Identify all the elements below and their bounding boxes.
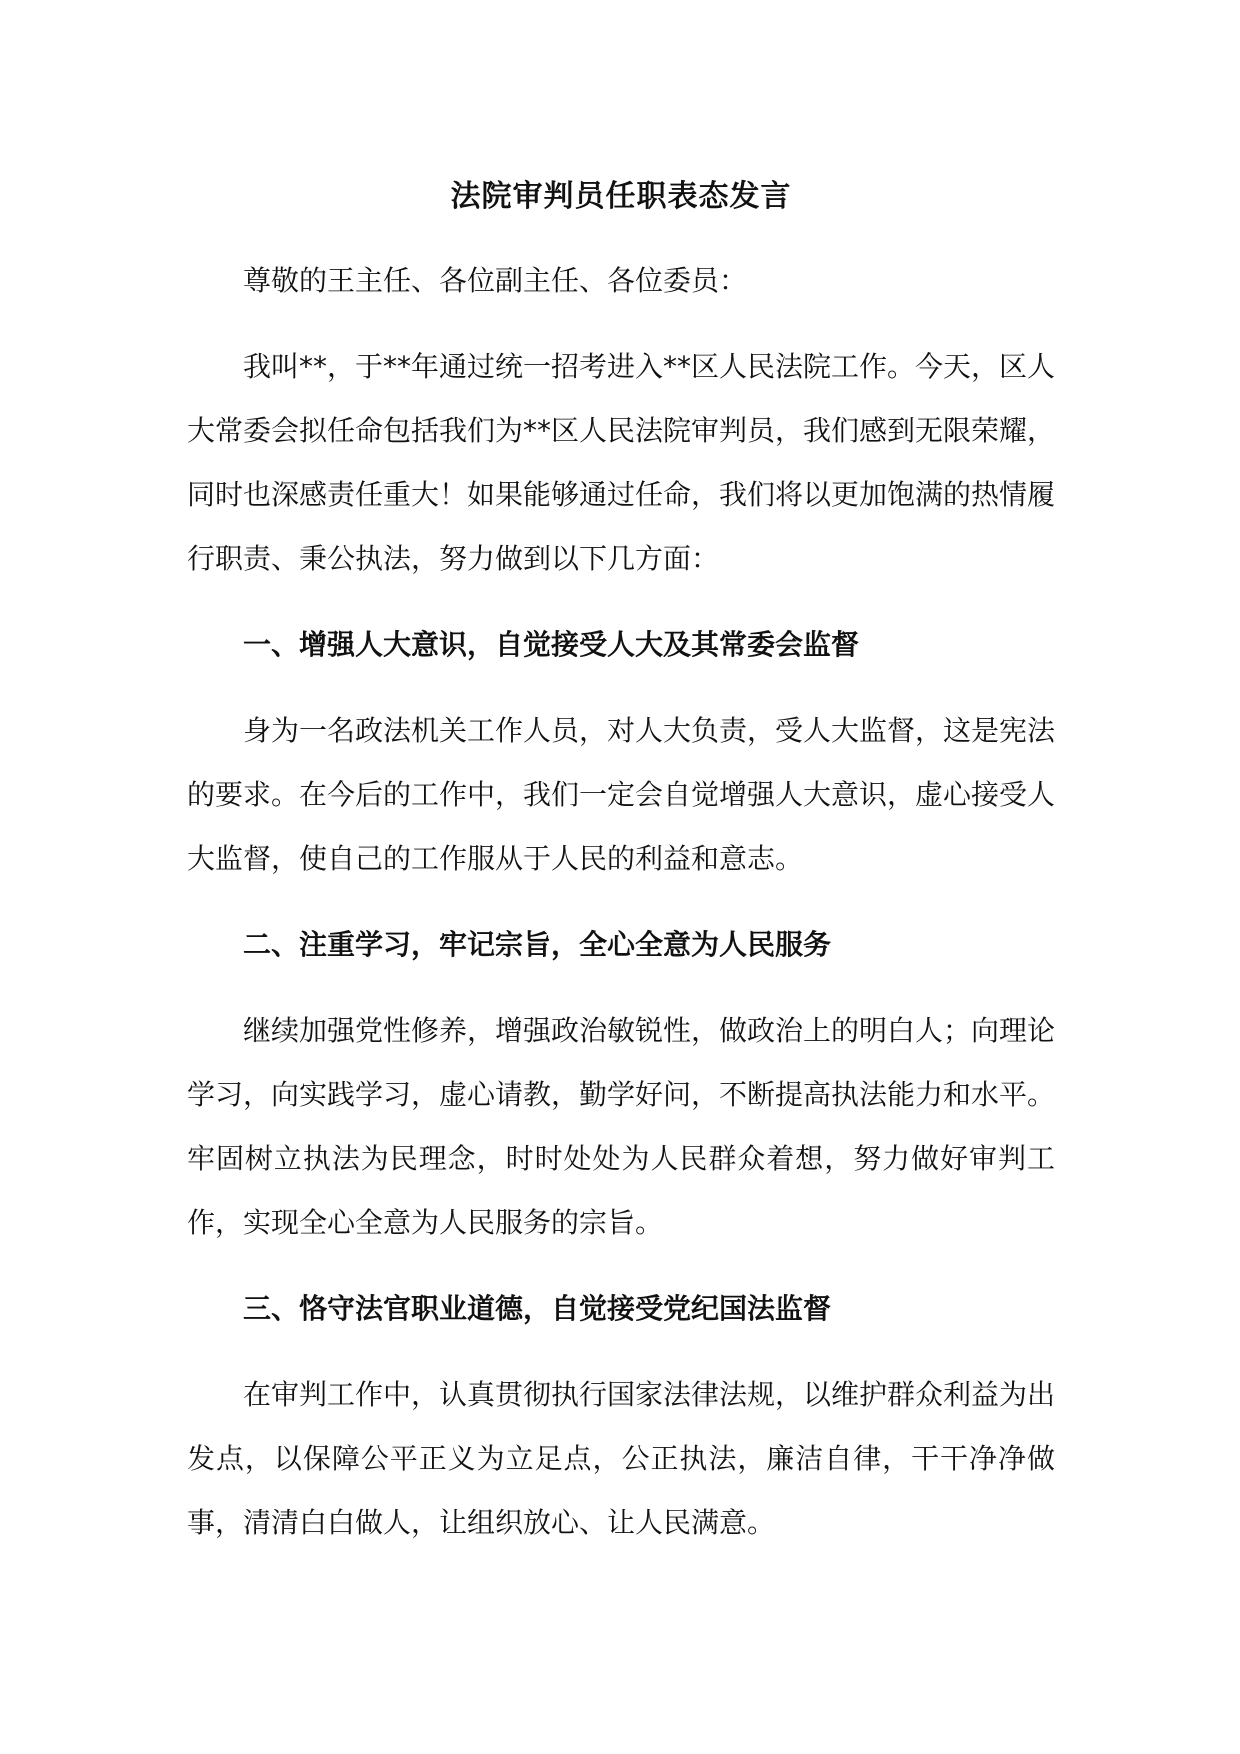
intro-paragraph: 我叫**，于**年通过统一招考进入**区人民法院工作。今天，区人大常委会拟任命包括我们为**区人民法院审判员，我们感到无限荣耀，同时也深感责任重大！如果能够通过任命，我们将以更加饱满的热情履行职责、秉公执法，努力做到以下几方面： <box>187 350 1056 575</box>
section-paragraph: 在审判工作中，认真贯彻执行国家法律法规，以维护群众利益为出发点，以保障公平正义为立足点，公正执法，廉洁自律，干干净净做事，清清白白做人，让组织放心、让人民满意。 <box>187 1378 1056 1539</box>
section-3 <box>187 1277 1055 1555</box>
document-body <box>187 165 1055 1577</box>
section-paragraph: 身为一名政法机关工作人员，对人大负责，受人大监督，这是宪法的要求。在今后的工作中，我们一定会自觉增强人大意识，虚心接受人大监督，使自己的工作服从于人民的利益和意志。 <box>187 714 1056 875</box>
document-title: 法院审判员任职表态发言 <box>450 179 792 214</box>
section-heading: 一、增强人大意识，自觉接受人大及其常委会监督 <box>243 628 860 661</box>
salutation: 尊敬的王主任、各位副主任、各位委员： <box>243 264 748 297</box>
section-1 <box>187 613 1055 891</box>
section-heading: 二、注重学习，牢记宗旨，全心全意为人民服务 <box>243 928 832 961</box>
section-heading: 三、恪守法官职业道德，自觉接受党纪国法监督 <box>243 1292 832 1325</box>
section-paragraph: 继续加强党性修养，增强政治敏锐性，做政治上的明白人；向理论学习，向实践学习，虚心请教，勤学好问，不断提高执法能力和水平。牢固树立执法为民理念，时时处处为人民群众着想，努力做好审判工作，实现全心全意为人民服务的宗旨。 <box>187 1014 1056 1239</box>
section-2 <box>187 913 1055 1255</box>
